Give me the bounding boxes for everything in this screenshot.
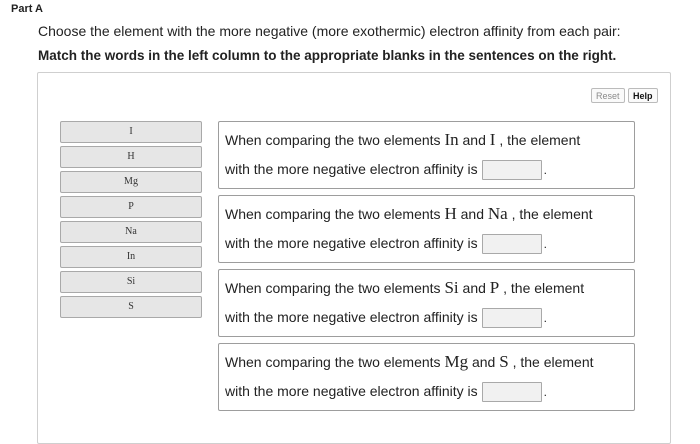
- matching-panel: [37, 72, 671, 444]
- reset-button[interactable]: Reset: [591, 88, 625, 103]
- sentence-conjunction: and: [471, 354, 496, 370]
- element-symbol: In: [444, 130, 459, 149]
- sentence-suffix: , the element: [511, 206, 593, 222]
- sentence-prefix: When comparing the two elements: [225, 354, 441, 370]
- sentence-suffix: , the element: [503, 280, 585, 296]
- answer-blank-4[interactable]: [482, 382, 542, 402]
- help-button[interactable]: Help: [628, 88, 658, 103]
- sentence-prefix: When comparing the two elements: [225, 280, 441, 296]
- part-label: Part A: [11, 3, 43, 15]
- sentence-conjunction: and: [462, 132, 486, 148]
- sentence-period: .: [543, 311, 547, 325]
- word-chip-i[interactable]: I: [60, 121, 202, 143]
- sentence-box-3: [218, 269, 635, 337]
- sentence-conjunction: and: [462, 280, 486, 296]
- answer-blank-3[interactable]: [482, 308, 542, 328]
- sentence-box-4: [218, 343, 635, 411]
- sentence-suffix: , the element: [512, 354, 594, 370]
- word-bank: [60, 121, 202, 321]
- element-symbol: Mg: [444, 352, 469, 371]
- instruction-bold-text: Match the words in the left column to the appropriate blanks in the sentences on the right.: [38, 48, 617, 63]
- word-chip-si[interactable]: Si: [60, 271, 202, 293]
- sentence-box-2: [218, 195, 635, 263]
- word-chip-in[interactable]: In: [60, 246, 202, 268]
- sentence-prefix: When comparing the two elements: [225, 206, 441, 222]
- sentence-line2: with the more negative electron affinity is: [225, 309, 478, 325]
- word-chip-h[interactable]: H: [60, 146, 202, 168]
- sentence-line2: with the more negative electron affinity is: [225, 235, 478, 251]
- sentence-suffix: , the element: [499, 132, 581, 148]
- word-chip-mg[interactable]: Mg: [60, 171, 202, 193]
- element-symbol: P: [489, 278, 500, 297]
- sentence-box-1: [218, 121, 635, 189]
- sentence-prefix: When comparing the two elements: [225, 132, 441, 148]
- sentence-line2: with the more negative electron affinity is: [225, 383, 478, 399]
- sentence-line2: with the more negative electron affinity is: [225, 161, 478, 177]
- sentence-period: .: [543, 163, 547, 177]
- element-symbol: I: [489, 130, 496, 149]
- answer-blank-1[interactable]: [482, 160, 542, 180]
- answer-blank-2[interactable]: [482, 234, 542, 254]
- instruction-text: Choose the element with the more negative (more exothermic) electron affinity from each pair:: [38, 23, 621, 39]
- sentence-period: .: [543, 385, 547, 399]
- sentence-period: .: [543, 237, 547, 251]
- element-symbol: H: [444, 204, 457, 223]
- element-symbol: S: [499, 352, 509, 371]
- element-symbol: Na: [487, 204, 508, 223]
- element-symbol: Si: [444, 278, 459, 297]
- sentence-conjunction: and: [460, 206, 484, 222]
- word-chip-na[interactable]: Na: [60, 221, 202, 243]
- word-chip-s[interactable]: S: [60, 296, 202, 318]
- word-chip-p[interactable]: P: [60, 196, 202, 218]
